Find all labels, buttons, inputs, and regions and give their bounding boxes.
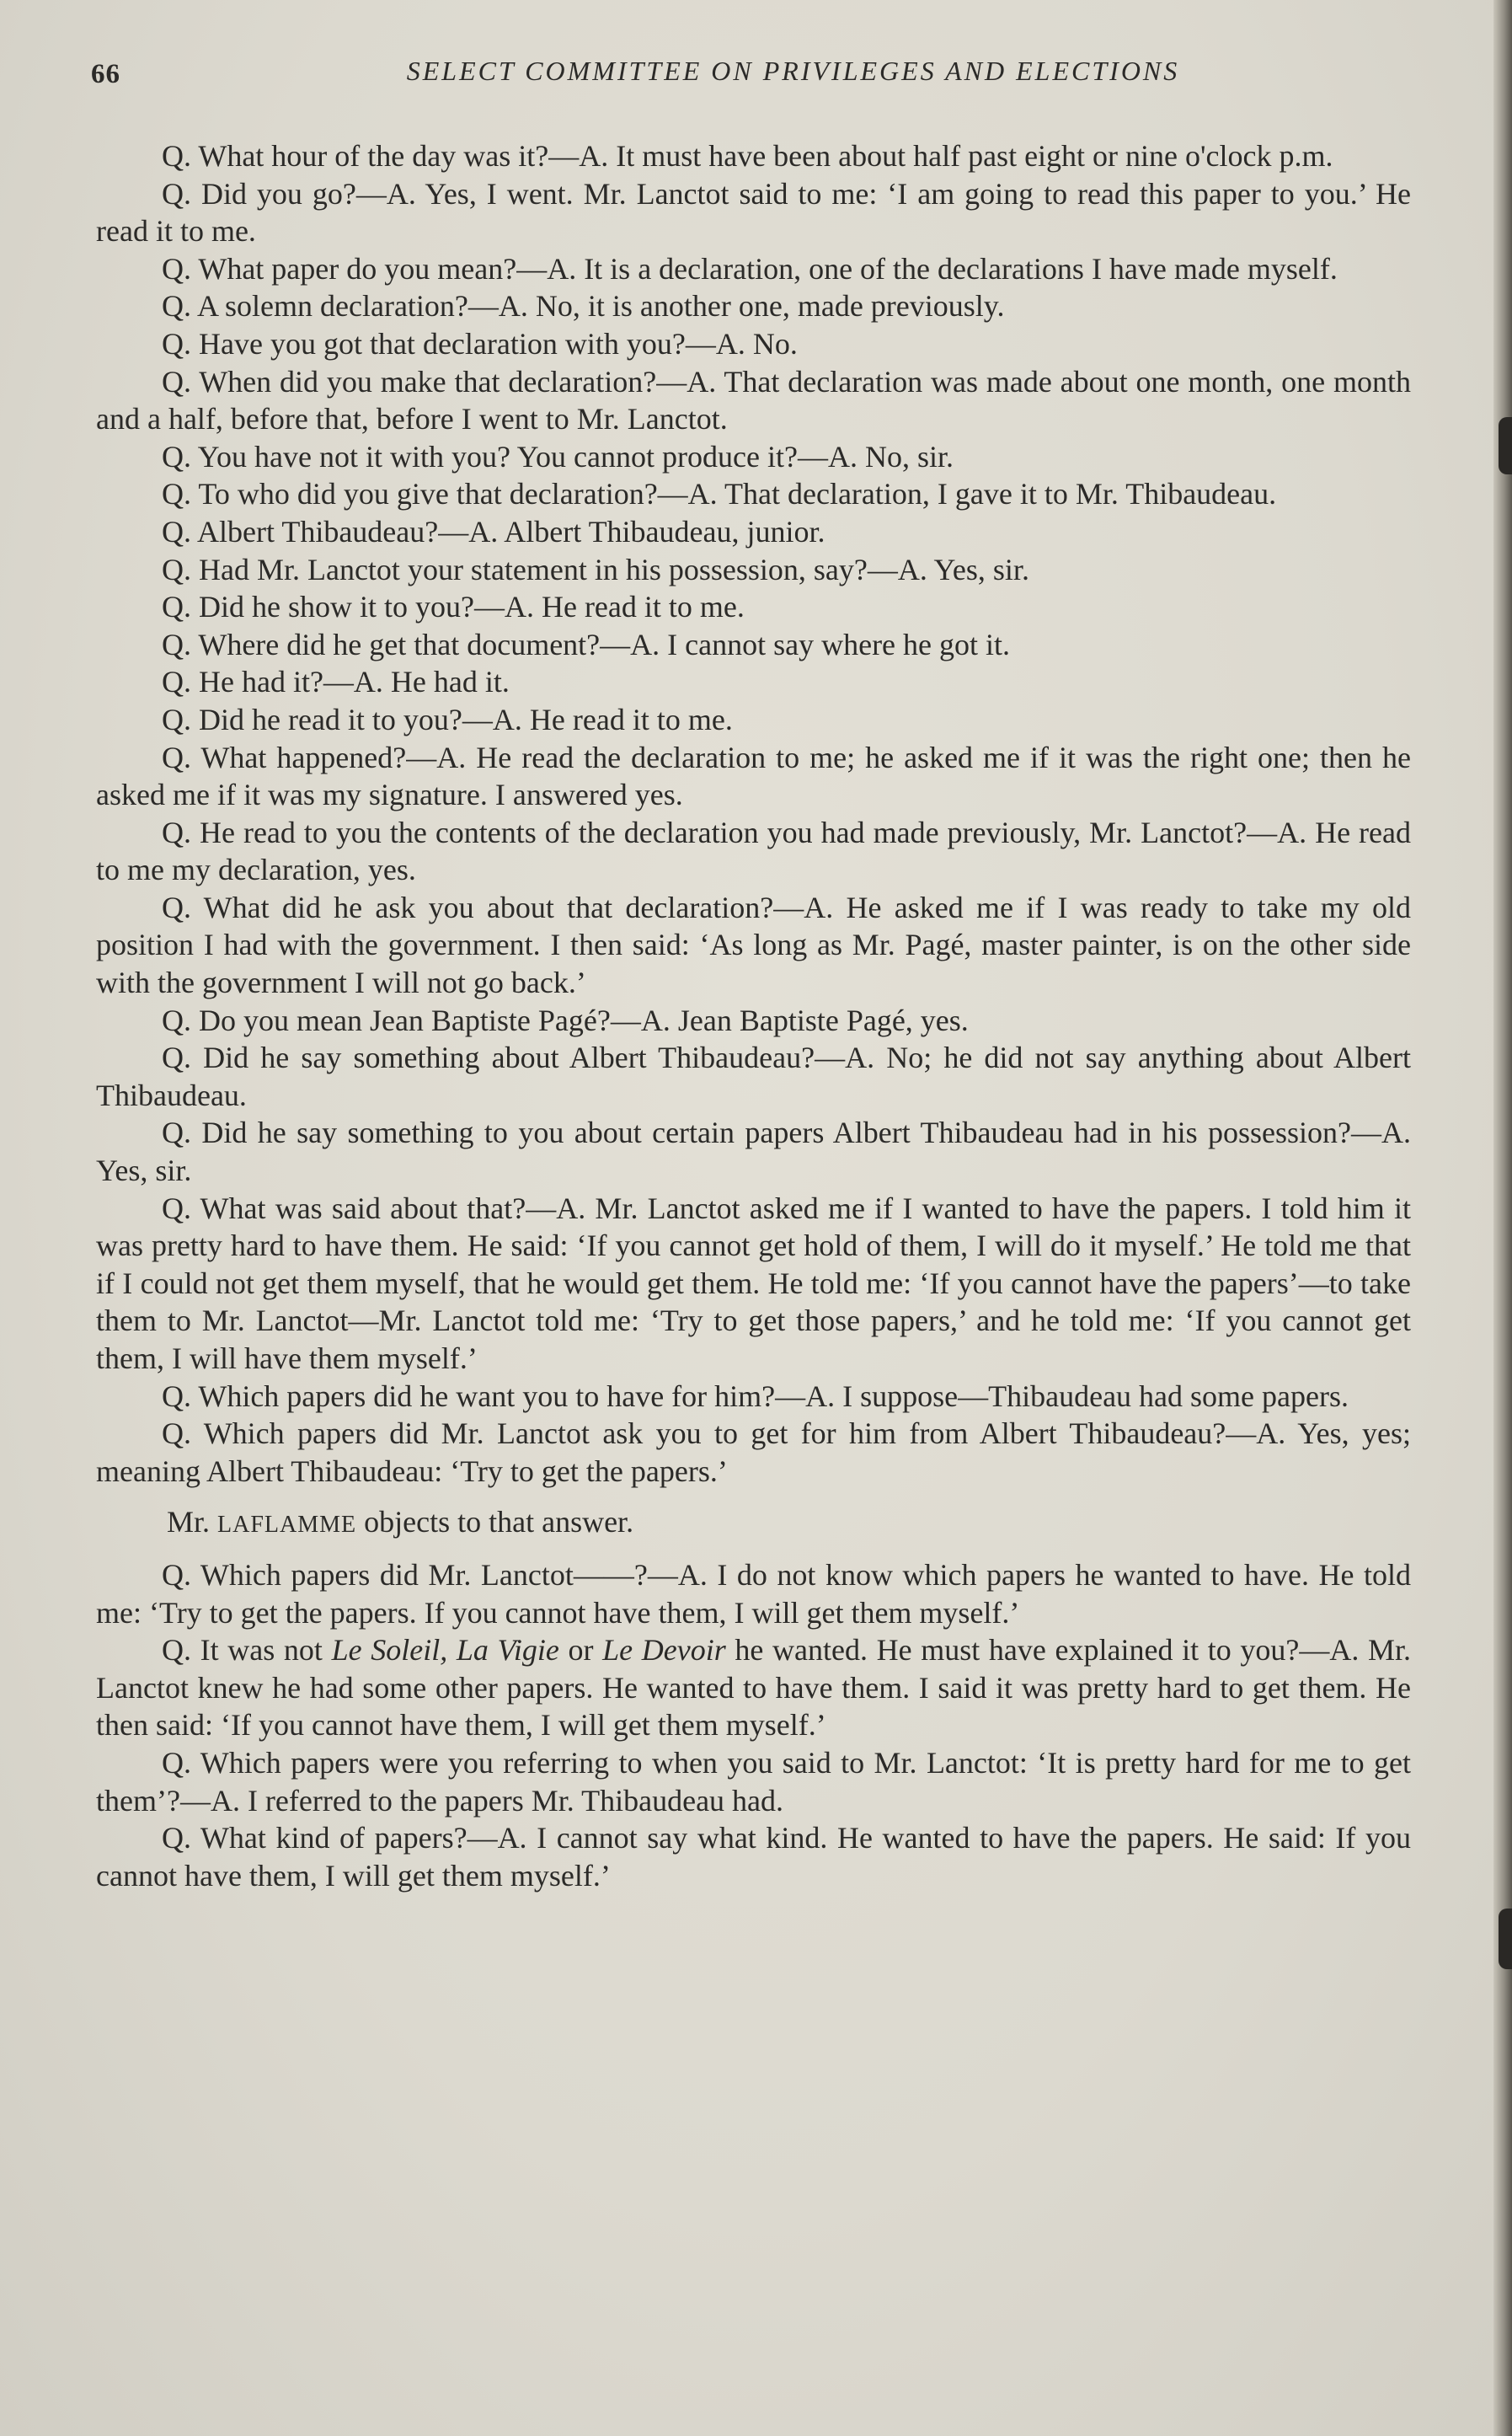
transcript-paragraph: Q. Have you got that declaration with you?—A. No. — [162, 326, 798, 361]
transcript-paragraph: Q. Did he say something to you about certain papers Albert Thibaudeau had in his possession?—A. Yes, sir. — [96, 1116, 1411, 1188]
transcript-paragraph: Q. When did you make that declaration?—A. That declaration was made about one month, one month and a half, before that, before I went to Mr. Lanctot. — [96, 364, 1411, 436]
edge-mark — [1499, 1909, 1512, 1969]
transcript-paragraph: Q. What was said about that?—A. Mr. Lanctot asked me if I wanted to have the papers. I told him it was pretty hard to have them. He said: ‘If you cannot get hold of them, I will do it myself.’ He told me that if I could not get them myself, that he would get them. He told me: ‘If you cannot have the papers’—to take them to Mr. Lanctot—Mr. Lanctot told me: ‘Try to get those papers,’ and he told me: ‘If you cannot get them, I will have them myself.’ — [96, 1191, 1411, 1375]
transcript-paragraph: Q. Which papers were you referring to when you said to Mr. Lanctot: ‘It is pretty hard for me to get them’?—A. I referred to the papers Mr. Thibaudeau had. — [96, 1745, 1411, 1818]
transcript-paragraph: Q. He read to you the contents of the declaration you had made previously, Mr. Lanctot?—A. He read to me my declaration, yes. — [96, 815, 1411, 887]
transcript-paragraph: Q. What hour of the day was it?—A. It must have been about half past eight or nine o'clock p.m. — [162, 139, 1333, 173]
transcript-paragraph: Q. A solemn declaration?—A. No, it is another one, made previously. — [162, 289, 1005, 324]
transcript-paragraph: Q. What paper do you mean?—A. It is a declaration, one of the declarations I have made myself. — [162, 251, 1338, 286]
transcript-body — [96, 137, 1411, 1894]
transcript-paragraph: Q. Had Mr. Lanctot your statement in his possession, say?—A. Yes, sir. — [162, 552, 1029, 586]
conjunction: or — [568, 1633, 594, 1668]
transcript-paragraph: Q. What did he ask you about that declaration?—A. He asked me if I was ready to take my old position I had with the government. I then said: ‘As long as Mr. Pagé, master painter, is on the other side with the government I will not go back.’ — [96, 890, 1411, 1000]
transcript-paragraph: Q. Did he read it to you?—A. He read it to me. — [162, 702, 733, 736]
transcript-paragraph: Q. What kind of papers?—A. I cannot say what kind. He wanted to have the papers. He said: If you cannot have them, I will get them myself.’ — [96, 1821, 1411, 1893]
newspaper-names: Le Soleil, La Vigie — [331, 1633, 559, 1668]
running-head: SELECT COMMITTEE ON PRIVILEGES AND ELECTIONS — [406, 56, 1180, 86]
objection-line — [96, 1503, 1411, 1545]
objection-prefix: Mr. — [167, 1505, 211, 1539]
transcript-paragraph: Q. Where did he get that document?—A. I cannot say where he got it. — [162, 627, 1011, 661]
transcript-paragraph: Q. You have not it with you? You cannot produce it?—A. No, sir. — [162, 439, 954, 474]
objection-text: objects to that answer. — [364, 1505, 634, 1539]
transcript-paragraph: Q. Did you go?—A. Yes, I went. Mr. Lanctot said to me: ‘I am going to read this paper to you.’ He read it to me. — [96, 176, 1411, 249]
transcript-paragraph: Q. Which papers did he want you to have for him?—A. I suppose—Thibaudeau had some papers. — [162, 1379, 1349, 1413]
transcript-paragraph: Q. Which papers did Mr. Lanctot——?—A. I do not know which papers he wanted to have. He told me: ‘Try to get the papers. If you cannot have them, I will get them myself.’ — [96, 1557, 1411, 1630]
question-start: Q. It was not — [162, 1633, 323, 1668]
transcript-paragraph: Q. Albert Thibaudeau?—A. Albert Thibaudeau, junior. — [162, 514, 825, 549]
transcript-paragraph: Q. What happened?—A. He read the declaration to me; he asked me if it was the right one; then he asked me if it was my signature. I answered yes. — [96, 740, 1411, 812]
transcript-paragraph: Q. Did he show it to you?—A. He read it to me. — [162, 590, 745, 624]
edge-mark — [1499, 417, 1512, 474]
question-rest: he wanted. He must have explained it to you?—A. Mr. Lanctot knew he had some other papers. He wanted to have them. I said it was pretty hard to get them. He then said: ‘If you cannot have them, I will get them myself.’ — [96, 1633, 1412, 1743]
transcript-paragraph: Q. Did he say something about Albert Thibaudeau?—A. No; he did not say anything about Albert Thibaudeau. — [96, 1041, 1411, 1112]
transcript-paragraph — [96, 1631, 1411, 1744]
transcript-paragraph: Q. Do you mean Jean Baptiste Pagé?—A. Jean Baptiste Pagé, yes. — [162, 1003, 969, 1037]
transcript-paragraph: Q. He had it?—A. He had it. — [162, 665, 510, 699]
page-header — [91, 52, 1419, 94]
transcript-paragraph: Q. Which papers did Mr. Lanctot ask you to get for him from Albert Thibaudeau?—A. Yes, yes; meaning Albert Thibaudeau: ‘Try to get the papers.’ — [96, 1416, 1411, 1488]
page-edge — [1493, 0, 1512, 2436]
objection-speaker: LAFLAMME — [217, 1512, 357, 1539]
newspaper-name: Le Devoir — [602, 1633, 726, 1668]
page-number: 66 — [91, 59, 120, 89]
transcript-paragraph: Q. To who did you give that declaration?—A. That declaration, I gave it to Mr. Thibaudeau. — [162, 477, 1277, 511]
